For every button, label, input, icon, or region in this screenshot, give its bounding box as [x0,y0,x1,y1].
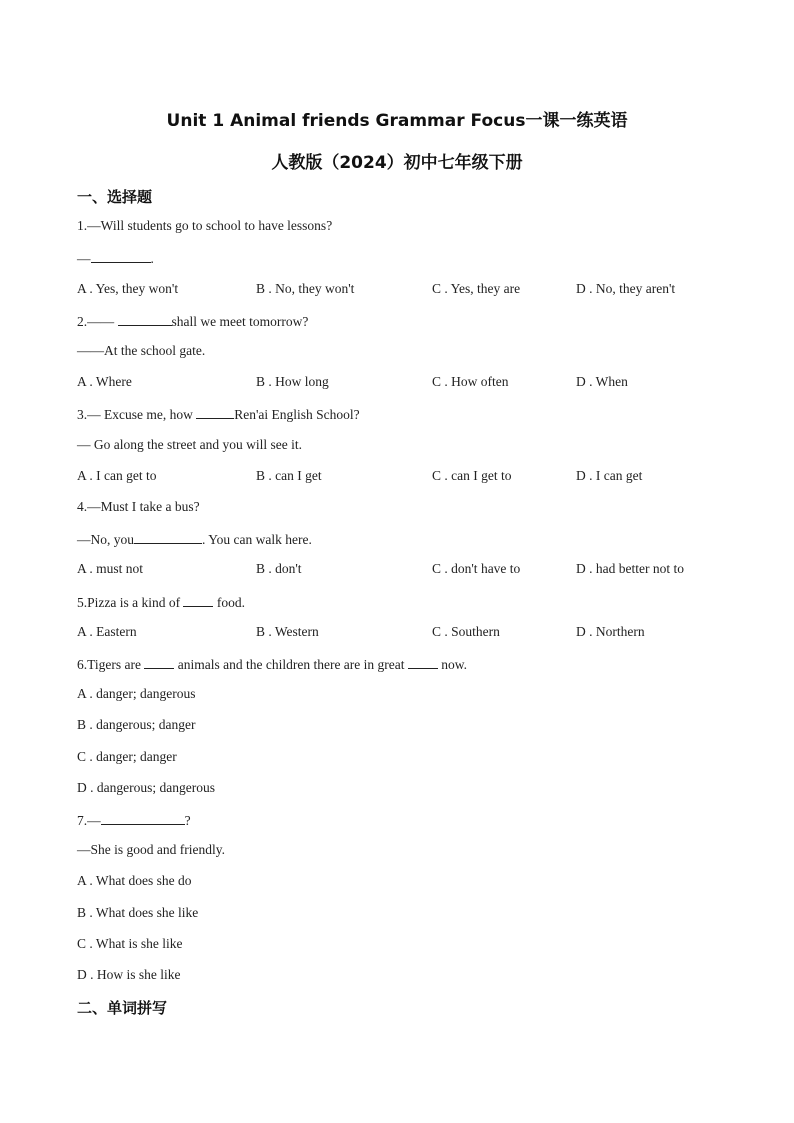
stem-text: ? [184,813,191,828]
doc-title-line1: Unit 1 Animal friends Grammar Focus一课一练英语 [166,111,628,131]
question-4-option-d: D . had better not to [576,561,684,576]
question-4-reply [77,529,312,549]
stem-text: now. [437,657,468,672]
question-1-option-d: D . No, they aren't [576,281,676,296]
reply-text: — [77,251,91,266]
question-6-stem [77,654,467,674]
section-heading-word-spelling: 二、单词拼写 [77,999,168,1017]
question-3-reply: — Go along the street and you will see it. [77,437,302,452]
reply-text: . You can walk here. [202,532,312,547]
answer-blank [118,311,172,326]
answer-blank [91,248,151,263]
question-2-reply: ——At the school gate. [77,343,206,358]
doc-title-line2: 人教版（2024）初中七年级下册 [271,153,523,173]
answer-blank [144,654,174,669]
reply-text: . [150,251,154,266]
question-7-stem [77,810,191,830]
question-1-stem: 1.—Will students go to school to have lessons? [77,218,333,233]
question-2-stem [77,311,308,331]
answer-blank [196,404,234,419]
stem-text: 2.—— [77,314,118,329]
question-7-option-d: D . How is she like [77,967,181,982]
question-7-option-c: C . What is she like [77,936,183,951]
answer-blank [134,529,202,544]
question-5-option-a: A . Eastern [77,624,137,639]
question-4-option-b: B . don't [256,561,302,576]
stem-text: 5.Pizza is a kind of [77,595,184,610]
question-2-option-a: A . Where [77,374,132,389]
question-4-option-c: C . don't have to [432,561,521,576]
question-4-option-a: A . must not [77,561,144,576]
question-1-reply [77,248,154,268]
question-5-option-d: D . Northern [576,624,645,639]
question-7-reply: —She is good and friendly. [77,842,225,857]
question-5-option-b: B . Western [256,624,319,639]
question-3-stem [77,404,360,424]
answer-blank [101,810,185,825]
stem-text: animals and the children there are in great [174,657,408,672]
reply-text: —No, you [77,532,134,547]
question-7-option-a: A . What does she do [77,873,192,888]
stem-text: shall we meet tomorrow? [171,314,309,329]
stem-text: 3.— Excuse me, how [77,407,197,422]
question-6-option-c: C . danger; danger [77,749,177,764]
answer-blank [183,592,213,607]
question-2-option-c: C . How often [432,374,509,389]
question-5-option-c: C . Southern [432,624,500,639]
question-1-option-c: C . Yes, they are [432,281,521,296]
stem-text: 7.— [77,813,101,828]
question-5-stem [77,592,245,612]
question-1-option-b: B . No, they won't [256,281,355,296]
stem-text: Ren'ai English School? [234,407,360,422]
stem-text: food. [213,595,245,610]
question-3-option-c: C . can I get to [432,468,512,483]
question-4-stem: 4.—Must I take a bus? [77,499,200,514]
question-6-option-a: A . danger; dangerous [77,686,196,701]
question-3-option-b: B . can I get [256,468,322,483]
question-2-option-d: D . When [576,374,628,389]
question-2-option-b: B . How long [256,374,329,389]
question-3-option-d: D . I can get [576,468,643,483]
question-1-option-a: A . Yes, they won't [77,281,179,296]
section-heading-multiple-choice: 一、选择题 [77,188,153,206]
answer-blank [408,654,438,669]
question-6-option-b: B . dangerous; danger [77,717,196,732]
question-6-option-d: D . dangerous; dangerous [77,780,215,795]
question-3-option-a: A . I can get to [77,468,157,483]
stem-text: 6.Tigers are [77,657,145,672]
question-7-option-b: B . What does she like [77,905,199,920]
